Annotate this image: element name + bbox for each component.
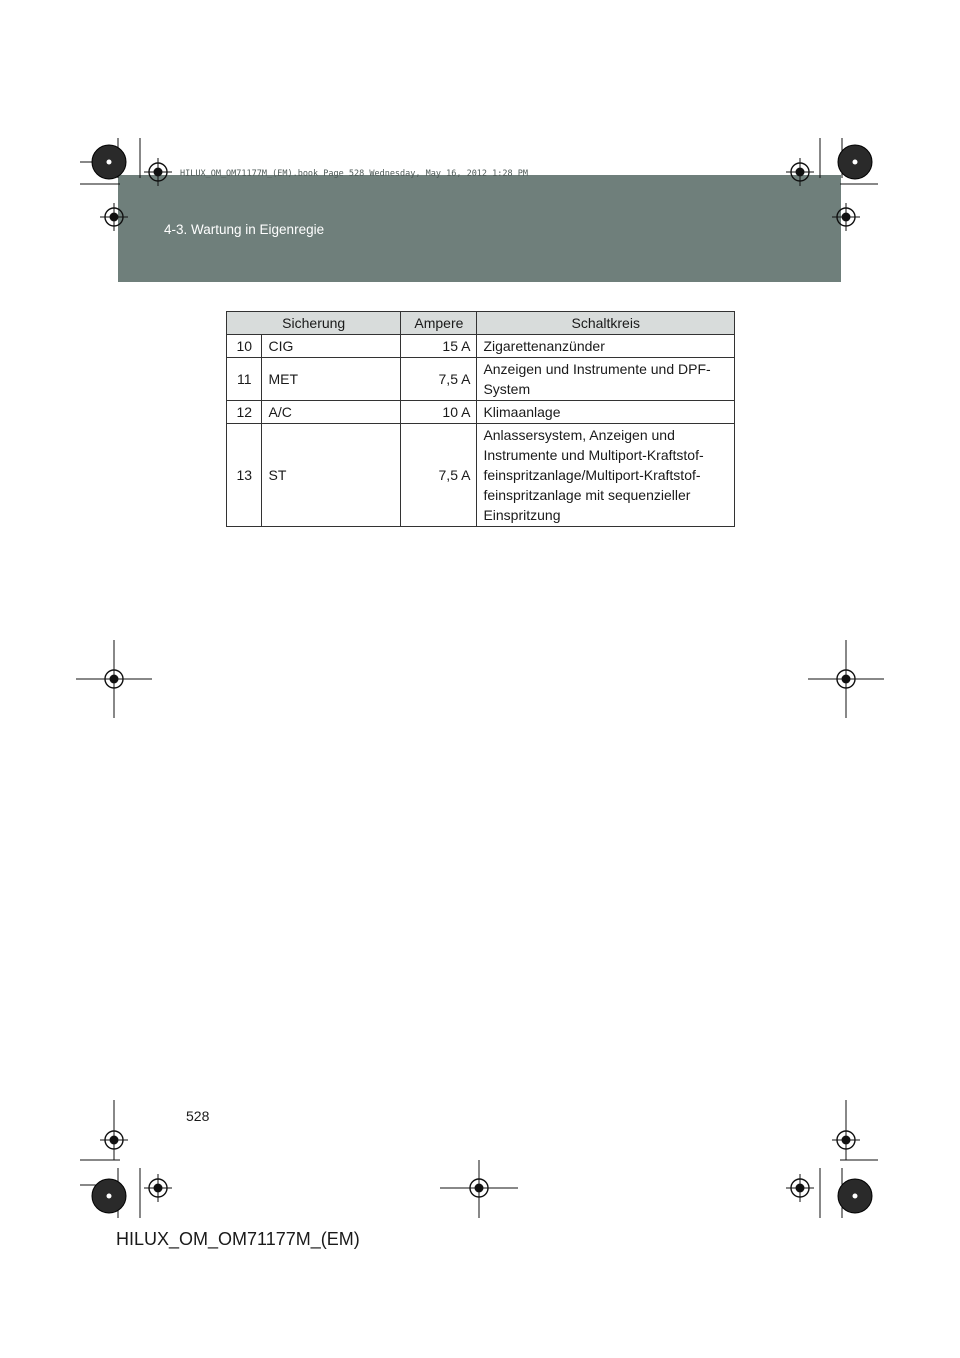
col-header-circuit: Schaltkreis <box>477 312 735 335</box>
section-title: 4-3. Wartung in Eigenregie <box>164 222 325 237</box>
fuse-circuit: Anzeigen und Instrumente und DPF-System <box>477 358 735 401</box>
fuse-circuit: Zigarettenanzünder <box>477 335 735 358</box>
fuse-circuit: Klimaanlage <box>477 401 735 424</box>
page-number: 528 <box>186 1108 210 1124</box>
fuse-table <box>226 311 735 527</box>
fuse-name: A/C <box>262 401 401 424</box>
table-row <box>227 401 735 424</box>
fuse-number: 11 <box>227 358 262 401</box>
table-row <box>227 424 735 527</box>
fuse-name: CIG <box>262 335 401 358</box>
fuse-ampere: 7,5 A <box>401 424 477 527</box>
col-header-fuse: Sicherung <box>227 312 401 335</box>
document-id: HILUX_OM_OM71177M_(EM) <box>116 1229 360 1249</box>
table-row <box>227 358 735 401</box>
table-row <box>227 335 735 358</box>
fuse-ampere: 10 A <box>401 401 477 424</box>
col-header-ampere: Ampere <box>401 312 477 335</box>
fuse-name: MET <box>262 358 401 401</box>
fuse-ampere: 15 A <box>401 335 477 358</box>
fuse-number: 10 <box>227 335 262 358</box>
print-stamp: HILUX_OM_OM71177M_(EM).book Page 528 Wednesday, May 16, 2012 1:28 PM <box>180 169 528 179</box>
fuse-name: ST <box>262 424 401 527</box>
fuse-number: 13 <box>227 424 262 527</box>
fuse-ampere: 7,5 A <box>401 358 477 401</box>
fuse-number: 12 <box>227 401 262 424</box>
table-header-row <box>227 312 735 335</box>
fuse-circuit: Anlassersystem, Anzeigen und Instrumente und Multiport-Kraftstof-feinspritzanlage/Multiport-Kraftstof-feinspritzanlage mit sequenzieller Einspritzung <box>477 424 735 527</box>
